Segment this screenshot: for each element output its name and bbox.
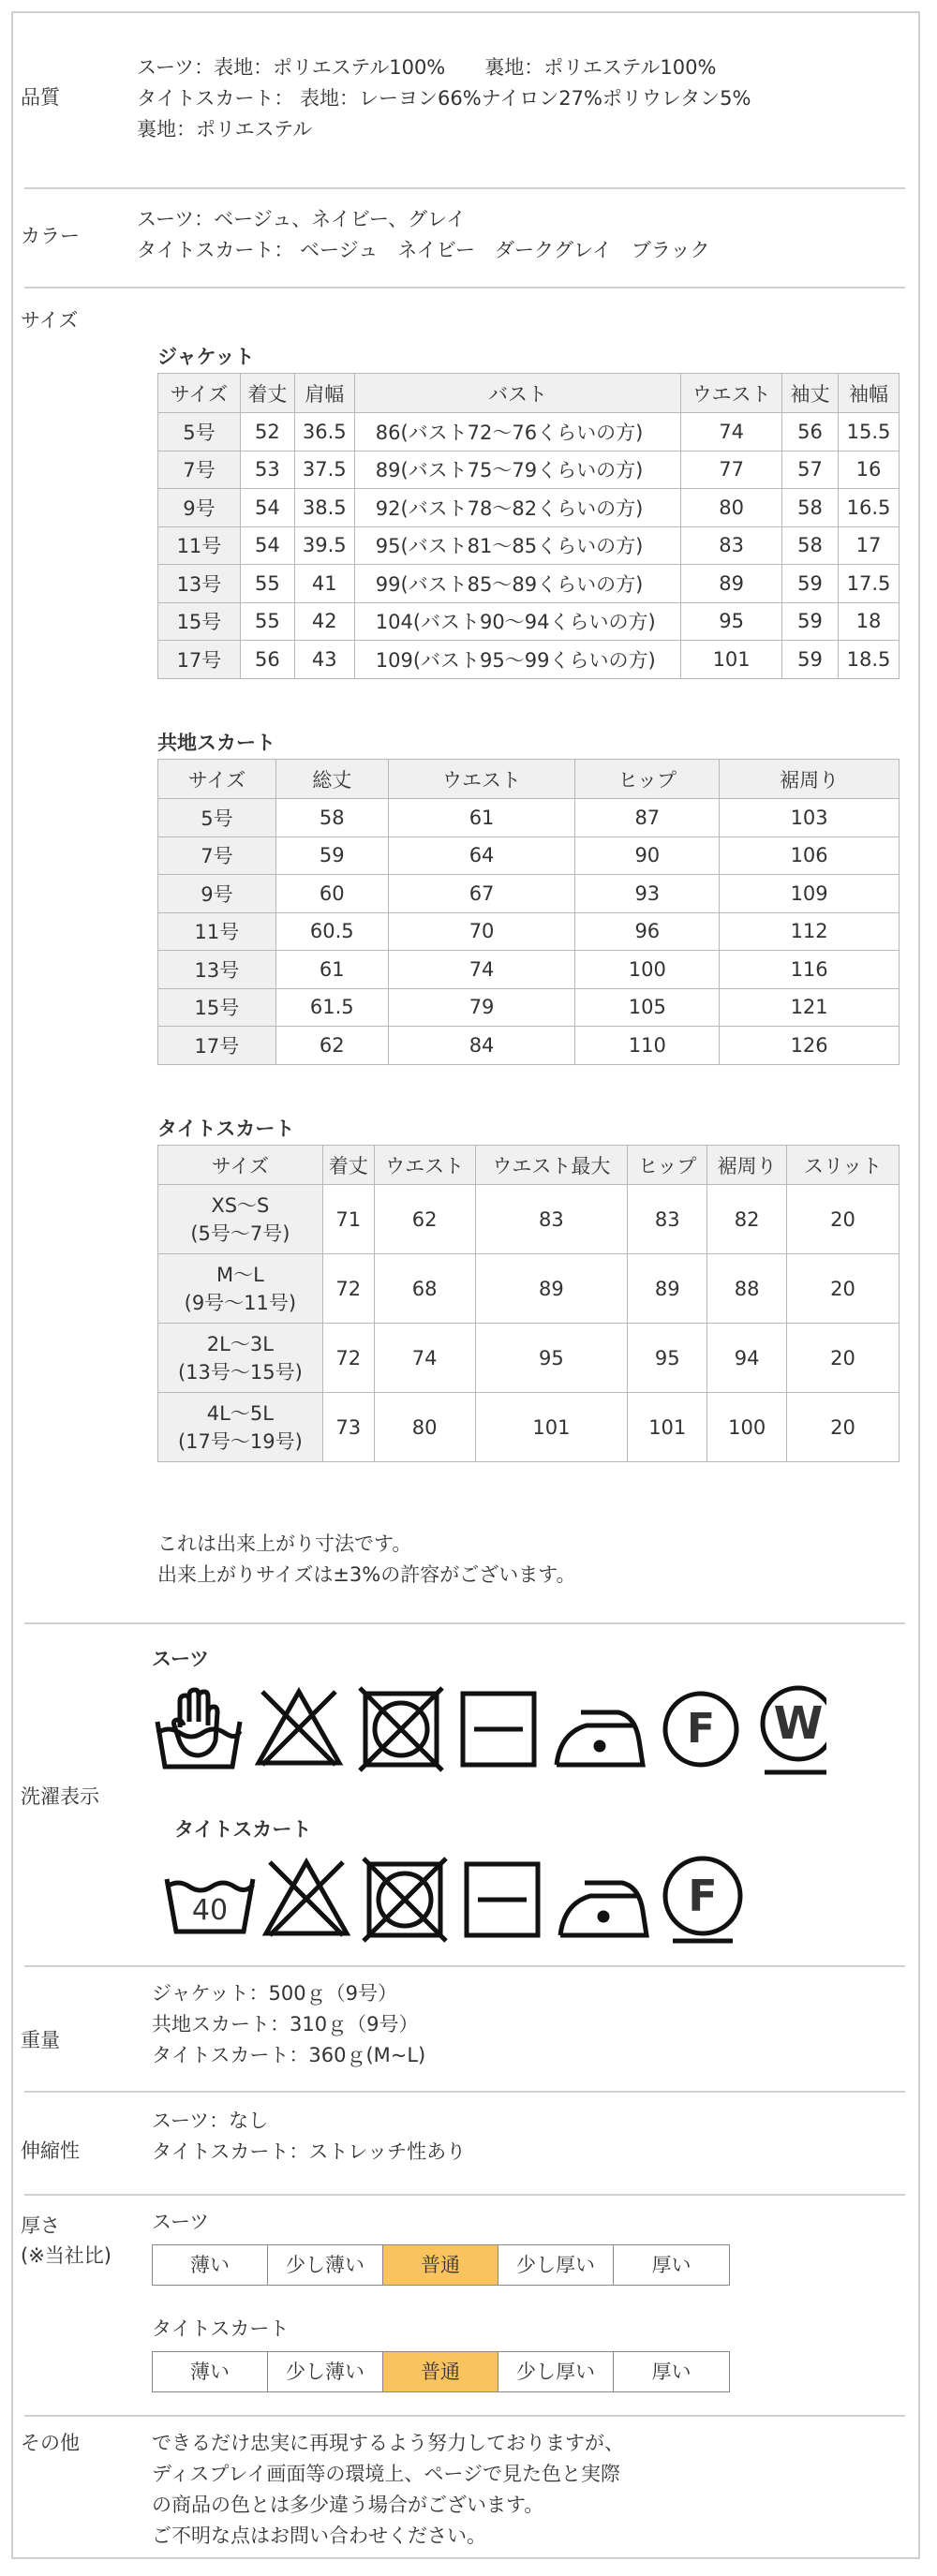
color-line: スーツ：ベージュ、ネイビー、グレイ (137, 208, 467, 230)
jacket-title: ジャケット (157, 346, 255, 368)
other-label: その他 (21, 2432, 80, 2454)
table-cell: 60.5 (275, 912, 388, 951)
table-cell: 55 (240, 565, 294, 603)
table-cell: 101 (681, 641, 782, 679)
table-header-cell: ウエスト (388, 760, 575, 799)
table-row (158, 526, 900, 565)
table-cell: 83 (475, 1185, 628, 1254)
size-name-cell (158, 1324, 323, 1393)
flat-dry-icon (463, 1694, 534, 1765)
dry-clean-letter: F (688, 1871, 718, 1921)
weight-line: ジャケット：500ｇ（9号） (152, 1982, 397, 2005)
table-header-cell: 総丈 (275, 760, 388, 799)
table-cell: 90 (575, 836, 720, 875)
table-cell: 121 (720, 988, 900, 1027)
table-cell: 74 (681, 413, 782, 452)
table-cell: 92(バスト78～82くらいの方) (354, 489, 680, 527)
other-line: の商品の色とは多少違う場合がございます。 (152, 2494, 544, 2516)
size-name-cell (158, 1393, 323, 1462)
table-cell: 95 (475, 1324, 628, 1393)
table-cell: 100 (575, 951, 720, 989)
size-range-detail: (5号～7号) (190, 1221, 290, 1245)
size-name-cell: 11号 (158, 526, 241, 565)
thickness-option: 少し厚い (498, 2352, 614, 2391)
table-cell: 54 (240, 526, 294, 565)
wet-clean-letter: W (773, 1697, 824, 1750)
size-range: 4L～5L (206, 1401, 274, 1425)
table-cell: 59 (275, 836, 388, 875)
size-notes (157, 1529, 576, 1591)
table-cell: 60 (275, 875, 388, 913)
table-cell: 20 (787, 1254, 900, 1324)
table-cell: 39.5 (294, 526, 354, 565)
table-cell: 37.5 (294, 451, 354, 489)
divider (24, 187, 905, 189)
divider (24, 1622, 905, 1624)
table-row (158, 565, 900, 603)
thickness-option: 普通 (383, 2352, 498, 2391)
table-cell: 68 (374, 1254, 475, 1324)
table-cell: 62 (275, 1027, 388, 1065)
size-name-cell: 13号 (158, 565, 241, 603)
no-tumble-dry-icon (360, 1688, 442, 1770)
size-name-cell: 15号 (158, 602, 241, 641)
low-iron-icon (560, 1883, 647, 1935)
thickness-note: (※当社比) (21, 2244, 112, 2267)
table-cell: 88 (707, 1254, 787, 1324)
table-cell: 15.5 (838, 413, 899, 452)
table-row (158, 1027, 900, 1065)
table-header-cell: 着丈 (240, 374, 294, 413)
table-row (158, 451, 900, 489)
table-cell: 54 (240, 489, 294, 527)
table-header-cell: サイズ (158, 1146, 323, 1185)
table-cell: 109 (720, 875, 900, 913)
table-cell: 126 (720, 1027, 900, 1065)
table-cell: 20 (787, 1324, 900, 1393)
table-cell: 95 (681, 602, 782, 641)
table-cell: 96 (575, 912, 720, 951)
size-name-cell: 5号 (158, 799, 276, 837)
table-cell: 112 (720, 912, 900, 951)
table-cell: 43 (294, 641, 354, 679)
table-cell: 20 (787, 1393, 900, 1462)
table-cell: 99(バスト85～89くらいの方) (354, 565, 680, 603)
thickness-tight-title: タイトスカート (152, 2317, 290, 2340)
table-row (158, 875, 900, 913)
table-cell: 52 (240, 413, 294, 452)
thickness-option: 厚い (651, 2361, 692, 2383)
table-cell: 80 (374, 1393, 475, 1462)
size-name-cell: 11号 (158, 912, 276, 951)
other-lines (152, 2428, 624, 2552)
table-header-cell: ウエスト (374, 1146, 475, 1185)
stretch-lines (152, 2106, 466, 2168)
thickness-option: 少し厚い (498, 2245, 614, 2285)
table-header-cell: スリット (787, 1146, 900, 1185)
table-cell: 57 (782, 451, 839, 489)
table-cell: 83 (628, 1185, 707, 1254)
quality-line: スーツ：表地：ポリエステル100% 裏地：ポリエステル100% (137, 56, 717, 79)
quality-lines (137, 52, 751, 145)
color-label: カラー (21, 225, 80, 247)
thickness-tight-scale (152, 2351, 730, 2392)
table-cell: 95 (628, 1324, 707, 1393)
thickness-suit-scale (152, 2244, 730, 2286)
table-cell: 95(バスト81～85くらいの方) (354, 526, 680, 565)
thickness-option: 少し薄い (268, 2245, 383, 2285)
table-cell: 59 (782, 641, 839, 679)
table-cell: 106 (720, 836, 900, 875)
flat-dry-icon (467, 1864, 538, 1935)
table-header-cell: サイズ (158, 760, 276, 799)
table-cell: 71 (322, 1185, 374, 1254)
table-cell: 87 (575, 799, 720, 837)
stretch-line: タイトスカート：ストレッチ性あり (152, 2140, 467, 2163)
table-cell: 93 (575, 875, 720, 913)
table-header-cell: 袖丈 (782, 374, 839, 413)
table-cell: 89(バスト75～79くらいの方) (354, 451, 680, 489)
table-row (158, 988, 900, 1027)
table-cell: 59 (782, 565, 839, 603)
table-cell: 100 (707, 1393, 787, 1462)
table-cell: 58 (782, 526, 839, 565)
size-label: サイズ (21, 309, 79, 332)
weight-line: 共地スカート：310ｇ（9号） (152, 2013, 419, 2036)
divider (24, 1965, 905, 1967)
table-row (158, 1254, 900, 1324)
wash-temp: 40 (191, 1894, 229, 1927)
size-name-cell (158, 1254, 323, 1324)
hand-wash-icon (157, 1690, 240, 1767)
table-cell: 67 (388, 875, 575, 913)
table-row (158, 413, 900, 452)
table-cell: 17 (838, 526, 899, 565)
table-cell: 58 (275, 799, 388, 837)
table-row (158, 1185, 900, 1254)
thickness-option: 少し薄い (268, 2352, 383, 2391)
size-note: 出来上がりサイズは±3%の許容がございます。 (157, 1563, 576, 1586)
table-header-cell: バスト (354, 374, 680, 413)
size-name-cell: 9号 (158, 875, 276, 913)
table-cell: 62 (374, 1185, 475, 1254)
size-name-cell: 7号 (158, 836, 276, 875)
table-cell: 61.5 (275, 988, 388, 1027)
table-cell: 56 (240, 641, 294, 679)
no-bleach-icon (259, 1692, 339, 1765)
weight-lines (152, 1978, 425, 2071)
tight-title: タイトスカート (157, 1118, 295, 1140)
table-row (158, 1393, 900, 1462)
table-header-cell: 着丈 (322, 1146, 374, 1185)
weight-label: 重量 (21, 2029, 60, 2051)
table-row (158, 641, 900, 679)
table-cell: 77 (681, 451, 782, 489)
table-cell: 109(バスト95～99くらいの方) (354, 641, 680, 679)
table-cell: 61 (275, 951, 388, 989)
size-range: 2L～3L (206, 1332, 274, 1355)
table-cell: 89 (628, 1254, 707, 1324)
table-cell: 55 (240, 602, 294, 641)
table-cell: 83 (681, 526, 782, 565)
size-name-cell: 17号 (158, 641, 241, 679)
thickness-option: 普通 (383, 2245, 498, 2285)
divider (24, 2091, 905, 2093)
table-header-cell: ヒップ (575, 760, 720, 799)
table-row (158, 836, 900, 875)
table-cell: 72 (322, 1254, 374, 1324)
other-line: できるだけ忠実に再現するよう努力しておりますが、 (152, 2432, 624, 2454)
size-range-detail: (17号～19号) (177, 1429, 303, 1453)
table-cell: 101 (475, 1393, 628, 1462)
table-row (158, 799, 900, 837)
table-cell: 103 (720, 799, 900, 837)
table-cell: 72 (322, 1324, 374, 1393)
table-cell: 89 (475, 1254, 628, 1324)
thickness-suit-title: スーツ (152, 2211, 210, 2233)
table-cell: 53 (240, 451, 294, 489)
size-name-cell (158, 1185, 323, 1254)
table-cell: 79 (388, 988, 575, 1027)
table-row (158, 951, 900, 989)
table-row (158, 489, 900, 527)
table-cell: 59 (782, 602, 839, 641)
dry-clean-letter: F (686, 1705, 716, 1753)
thickness-option: 薄い (153, 2245, 268, 2285)
table-cell: 42 (294, 602, 354, 641)
table-cell: 36.5 (294, 413, 354, 452)
wash-suit-title: スーツ (152, 1648, 210, 1670)
other-line: ご不明な点はお問い合わせください。 (152, 2524, 486, 2547)
table-cell: 61 (388, 799, 575, 837)
size-name-cell: 9号 (158, 489, 241, 527)
thickness-label: 厚さ (21, 2214, 60, 2237)
skirt-title: 共地スカート (157, 732, 275, 754)
divider (24, 287, 905, 289)
table-cell: 38.5 (294, 489, 354, 527)
table-cell: 17.5 (838, 565, 899, 603)
table-row (158, 602, 900, 641)
size-name-cell: 17号 (158, 1027, 276, 1065)
suit-care-icons (152, 1684, 826, 1778)
table-cell: 73 (322, 1393, 374, 1462)
table-cell: 101 (628, 1393, 707, 1462)
size-name-cell: 13号 (158, 951, 276, 989)
table-cell: 89 (681, 565, 782, 603)
table-cell: 94 (707, 1324, 787, 1393)
table-cell: 104(バスト90～94くらいの方) (354, 602, 680, 641)
quality-line: 裏地：ポリエステル (137, 118, 313, 141)
table-header-cell: サイズ (158, 374, 241, 413)
table-cell: 74 (374, 1324, 475, 1393)
table-header-cell: ヒップ (628, 1146, 707, 1185)
table-header-cell: ウエスト (681, 374, 782, 413)
tight-care-icons (163, 1851, 763, 1945)
low-iron-icon (557, 1712, 643, 1765)
table-cell: 56 (782, 413, 839, 452)
skirt-size-table (157, 759, 900, 1065)
no-bleach-icon (266, 1862, 347, 1935)
table-cell: 16.5 (838, 489, 899, 527)
color-lines (137, 204, 709, 266)
tight-size-table (157, 1145, 900, 1462)
table-cell: 58 (782, 489, 839, 527)
size-range: XS～S (211, 1193, 270, 1217)
table-cell: 82 (707, 1185, 787, 1254)
divider (24, 2415, 905, 2417)
table-cell: 16 (838, 451, 899, 489)
table-cell: 74 (388, 951, 575, 989)
size-name-cell: 5号 (158, 413, 241, 452)
table-header-cell: ウエスト最大 (475, 1146, 628, 1185)
table-cell: 105 (575, 988, 720, 1027)
thickness-option: 厚い (651, 2254, 692, 2276)
table-cell: 64 (388, 836, 575, 875)
jacket-size-table (157, 373, 900, 679)
weight-line: タイトスカート：360ｇ(M~L) (152, 2044, 426, 2066)
table-header-cell: 袖幅 (838, 374, 899, 413)
other-line: ディスプレイ画面等の環境上、ページで見た色と実際 (152, 2463, 621, 2485)
table-cell: 18 (838, 602, 899, 641)
quality-label: 品質 (21, 86, 60, 109)
divider (24, 2194, 905, 2196)
stretch-line: スーツ：なし (152, 2110, 269, 2132)
color-line: タイトスカート： ベージュ ネイビー ダークグレイ ブラック (137, 239, 710, 261)
table-header-cell: 裾周り (707, 1146, 787, 1185)
size-range: M～L (216, 1263, 264, 1286)
stretch-label: 伸縮性 (21, 2139, 80, 2162)
wash-label: 洗濯表示 (21, 1785, 99, 1808)
table-cell: 70 (388, 912, 575, 951)
quality-line: タイトスカート： 表地：レーヨン66%ナイロン27%ポリウレタン5% (137, 87, 751, 110)
table-row (158, 1324, 900, 1393)
table-header-cell: 裾周り (720, 760, 900, 799)
table-cell: 86(バスト72～76くらいの方) (354, 413, 680, 452)
table-header-cell: 肩幅 (294, 374, 354, 413)
size-name-cell: 15号 (158, 988, 276, 1027)
table-cell: 18.5 (838, 641, 899, 679)
table-cell: 110 (575, 1027, 720, 1065)
table-cell: 80 (681, 489, 782, 527)
size-range-detail: (9号～11号) (184, 1291, 297, 1314)
table-cell: 116 (720, 951, 900, 989)
size-note: これは出来上がり寸法です。 (157, 1532, 412, 1555)
no-tumble-dry-icon (364, 1858, 446, 1941)
table-cell: 41 (294, 565, 354, 603)
size-range-detail: (13号～15号) (177, 1360, 303, 1384)
table-cell: 20 (787, 1185, 900, 1254)
table-row (158, 912, 900, 951)
table-cell: 84 (388, 1027, 575, 1065)
size-name-cell: 7号 (158, 451, 241, 489)
wash-tight-title: タイトスカート (174, 1818, 312, 1841)
thickness-option: 薄い (153, 2352, 268, 2391)
